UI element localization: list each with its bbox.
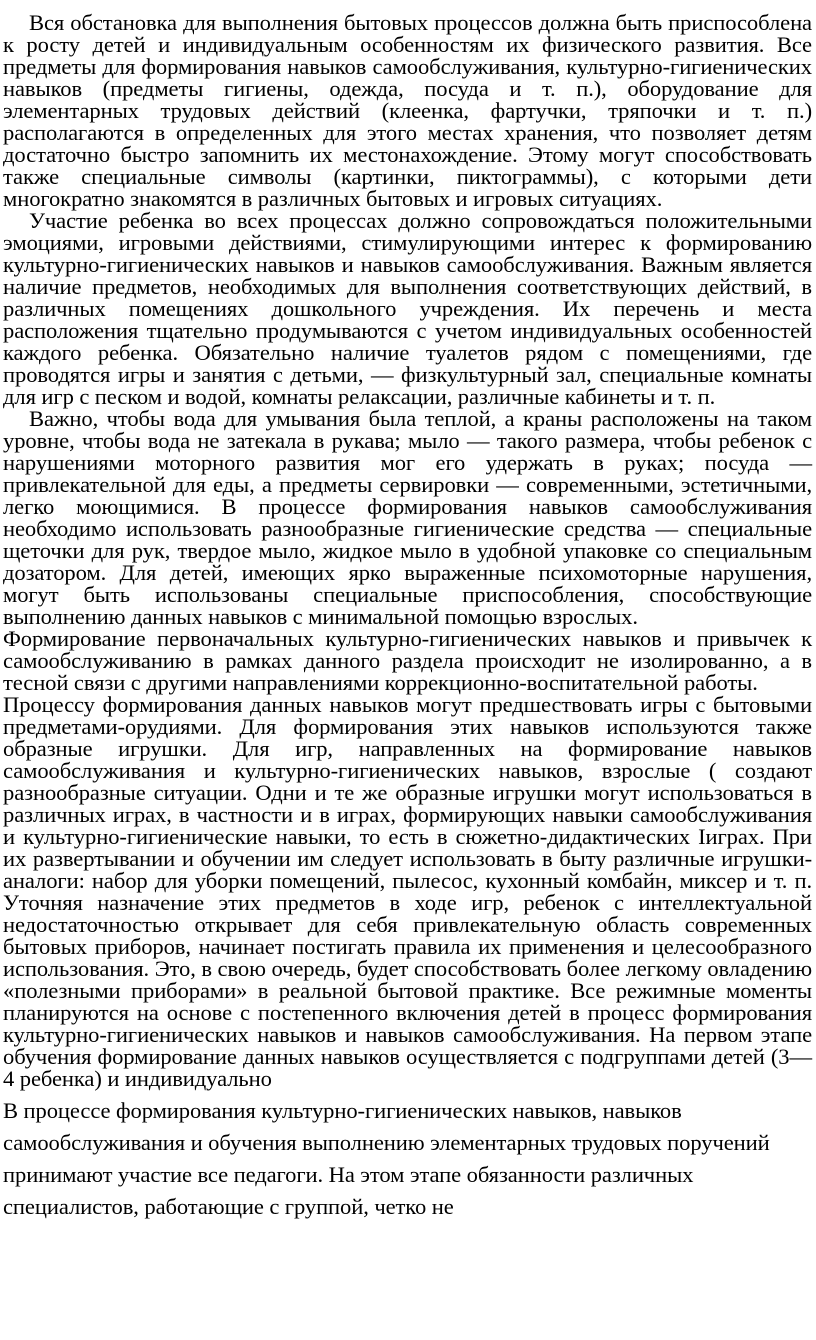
- paragraph-games: Процессу формирования данных навыков могут предшествовать игры с бытовыми предметами-орудиями. Для формирования этих навыков используются также образные игрушки. Для игр, направленных на формирование навыков самообслуживания и культурно-гигиенических навыков, взрослые ( создают разнообразные ситуации. Одни и те же образные игрушки могут использоваться в различных играх, в частности и в играх, формирующих навыки самообслуживания и культурно-гигиенические навыки, то есть в сюжетно-дидактических Iиграх. При их развертывании и обучении им следует использовать в быту различные игрушки-аналоги: набор для уборки помещений, пылесос, кухонный комбайн, миксер и т. п. Уточняя назначение этих предметов в ходе игр, ребенок с интеллектуальной недостаточностью открывает для себя привлекательную область современных бытовых приборов, начинает постигать правила их применения и целесообразного использования. Это, в свою очередь, будет способствовать более легкому овладению «полезными приборами» в реальной бытовой практике. Все режимные моменты планируются на основе с постепенного включения детей в процесс формирования культурно-гигиенических навыков и навыков самообслуживания. На первом этапе обучения формирование данных навыков осуществляется с подгруппами детей (3—4 ребенка) и индивидуально: [3, 692, 812, 1091]
- paragraph-formation: Формирование первоначальных культурно-гигиенических навыков и привычек к самообслуживанию в рамках данного раздела происходит не изолированно, а в тесной связи с другими направлениями коррекционно-воспитательной работы.: [3, 626, 812, 695]
- loose-text-block: [3, 1095, 812, 1223]
- paragraph-hygiene-means: Важно, чтобы вода для умывания была теплой, а краны расположены на таком уровне, чтобы вода не затекала в рукава; мыло — такого размера, чтобы ребенок с нарушениями моторного развития мог его удержать в руках; посуда — привлекательной для еды, а предметы сервировки — современными, эстетичными, легко моющимися. В процессе формирования навыков самообслуживания необходимо использовать разнообразные гигиенические средства — специальные щеточки для рук, твердое мыло, жидкое мыло в удобной упаковке со специальным дозатором. Для детей, имеющих ярко выраженные психомоторные нарушения, могут быть использованы специальные приспособления, способствующие выполнению данных навыков с минимальной помощью взрослых.: [3, 406, 812, 629]
- paragraph-teachers: В процессе формирования культурно-гигиенических навыков, навыков самообслуживания и обучения выполнению элементарных трудовых поручений принимают участие все педагоги. На этом этапе обязанности различных специалистов, работающие с группой, четко не: [3, 1098, 770, 1219]
- paragraph-participation: Участие ребенка во всех процессах должно сопровождаться положительными эмоциями, игровыми действиями, стимулирующими интерес к формированию культурно-гигиенических навыков и навыков самообслуживания. Важным является наличие предметов, необходимых для выполнения соответствующих действий, в различных помещениях дошкольного учреждения. Их перечень и места расположения тщательно продумываются с учетом индивидуальных особенностей каждого ребенка. Обязательно наличие туалетов рядом с помещениями, где проводятся игры и занятия с детьми, — физкультурный зал, специальные комнаты для игр с песком и водой, комнаты релаксации, различные кабинеты и т. п.: [3, 208, 812, 409]
- dense-text-block: [3, 12, 812, 1090]
- paragraph-environment: Вся обстановка для выполнения бытовых процессов должна быть приспособлена к росту детей и индивидуальным особенностям их физического развития. Все предметы для формирования навыков самообслуживания, культурно-гигиенических навыков (предметы гигиены, одежда, посуда и т. п.), оборудование для элементарных трудовых действий (клеенка, фартучки, тряпочки и т. п.) располагаются в определенных для этого местах хранения, что позволяет детям достаточно быстро запомнить их местонахождение. Этому могут способствовать также специальные символы (картинки, пиктограммы), с которыми дети многократно знакомятся в различных бытовых и игровых ситуациях.: [3, 10, 812, 211]
